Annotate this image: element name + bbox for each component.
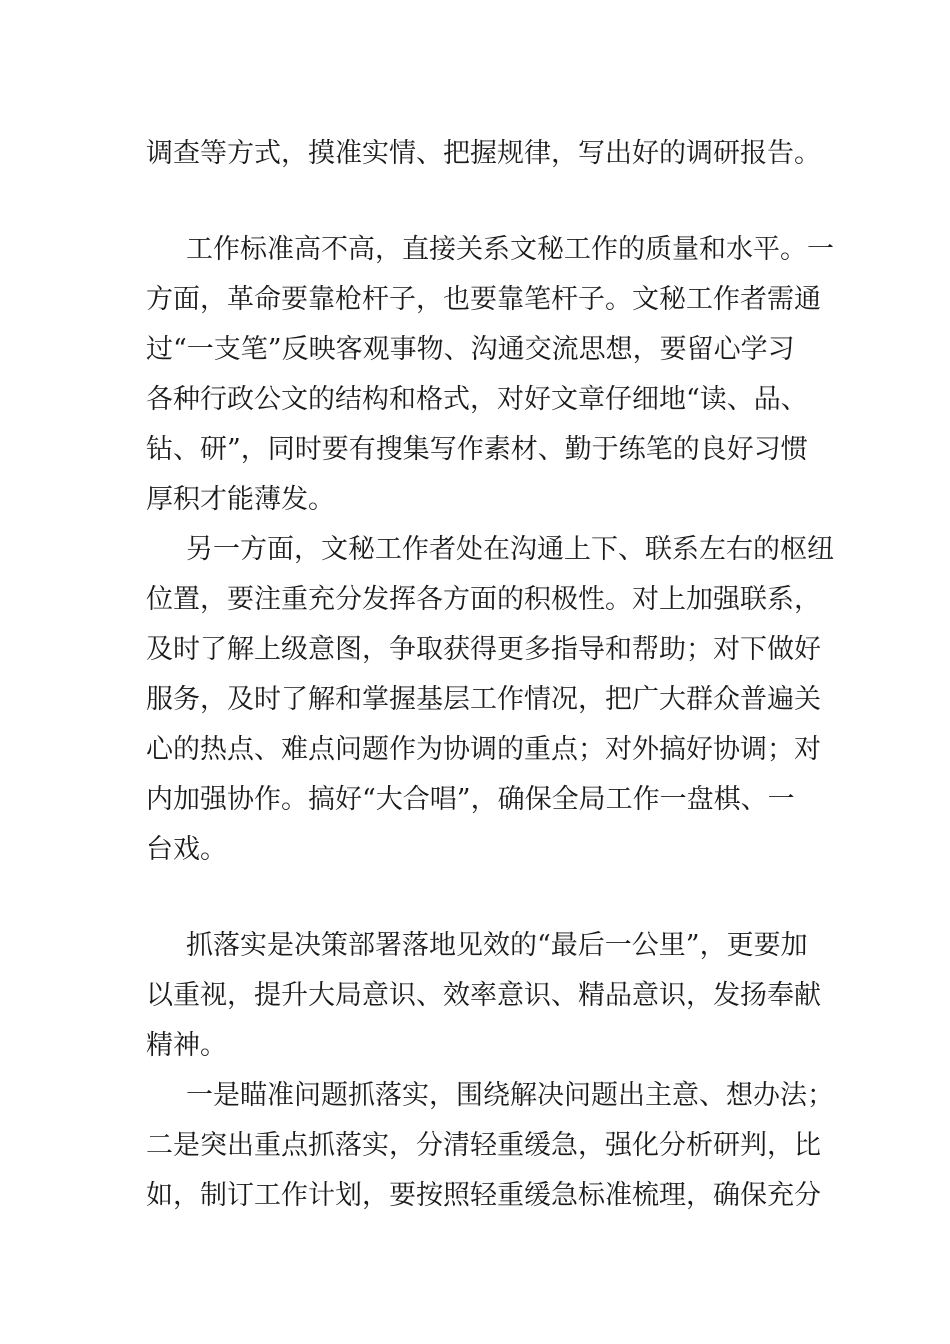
- text-line: 台戏。: [146, 834, 227, 865]
- text-line: 内加强协作。搞好“大合唱”，确保全局工作一盘棋、一: [146, 784, 795, 815]
- text-line: 以重视，提升大局意识、效率意识、精品意识，发扬奉献: [146, 980, 821, 1011]
- paragraph-first-line: 一是瞄准问题抓落实，围绕解决问题出主意、想办法；: [186, 1080, 834, 1111]
- text-line: 钻、研”，同时要有搜集写作素材、勤于练笔的良好习惯: [146, 434, 808, 465]
- text-line: 厚积才能薄发。: [146, 484, 335, 515]
- text-line: 如，制订工作计划，要按照轻重缓急标准梳理，确保充分: [146, 1180, 821, 1211]
- paragraph-first-line: 另一方面，文秘工作者处在沟通上下、联系左右的枢纽: [186, 534, 834, 565]
- text-line: 方面，革命要靠枪杆子，也要靠笔杆子。文秘工作者需通: [146, 284, 821, 315]
- text-line: 及时了解上级意图，争取获得更多指导和帮助；对下做好: [146, 634, 821, 665]
- text-line: 位置，要注重充分发挥各方面的积极性。对上加强联系，: [146, 584, 821, 615]
- text-line: 调查等方式，摸准实情、把握规律，写出好的调研报告。: [146, 138, 821, 169]
- text-line: 服务，及时了解和掌握基层工作情况，把广大群众普遍关: [146, 684, 821, 715]
- paragraph-first-line: 抓落实是决策部署落地见效的“最后一公里”，更要加: [186, 930, 808, 961]
- text-line: 二是突出重点抓落实，分清轻重缓急，强化分析研判，比: [146, 1130, 821, 1161]
- text-line: 过“一支笔”反映客观事物、沟通交流思想，要留心学习: [146, 334, 795, 365]
- text-line: 心的热点、难点问题作为协调的重点；对外搞好协调；对: [146, 734, 821, 765]
- text-line: 精神。: [146, 1030, 227, 1061]
- paragraph-first-line: 工作标准高不高，直接关系文秘工作的质量和水平。一: [186, 234, 834, 265]
- text-line: 各种行政公文的结构和格式，对好文章仔细地“读、品、: [146, 384, 808, 415]
